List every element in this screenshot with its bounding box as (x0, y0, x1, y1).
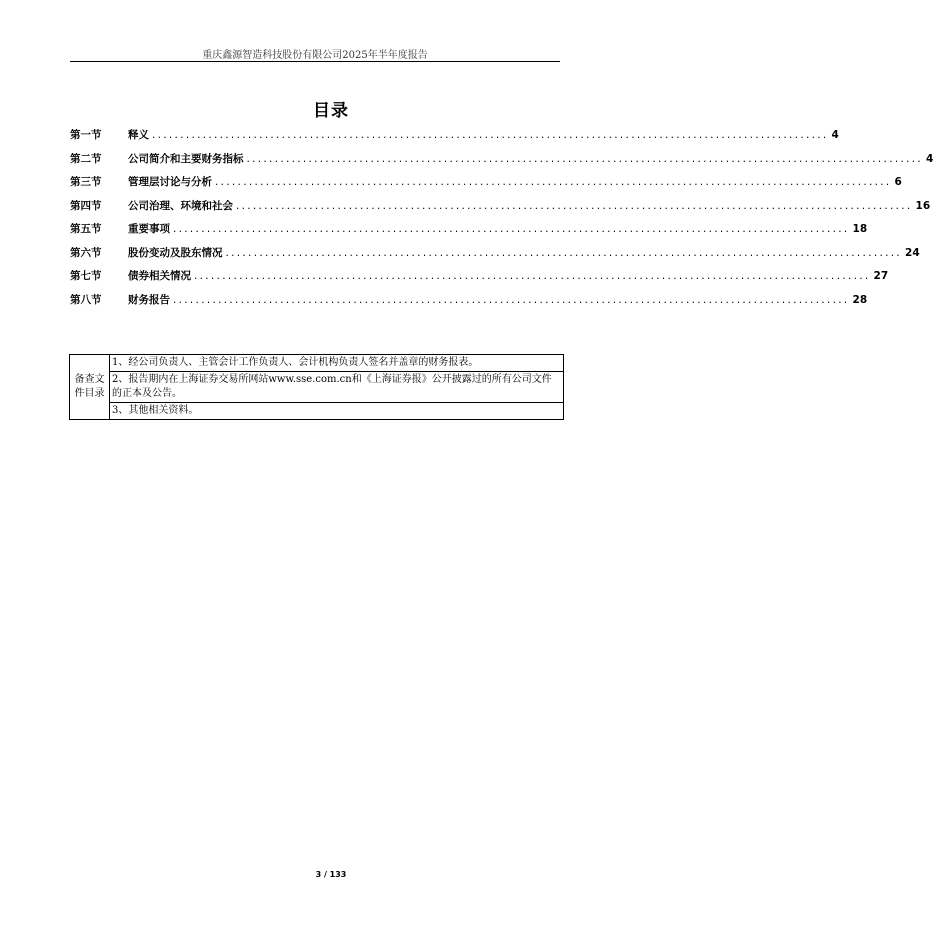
toc-entry[interactable] (70, 151, 933, 175)
toc-leader-dots: ........................................................................................................................ (152, 129, 829, 141)
toc-section-title: 管理层讨论与分析 (128, 176, 212, 188)
page-number: 3 / 133 (315, 870, 347, 879)
toc-leader-dots: ........................................................................................................................ (236, 199, 913, 212)
toc-section-number: 第二节 (70, 152, 102, 165)
toc-page-number: 28 (852, 293, 868, 306)
toc-section-number: 第一节 (70, 129, 102, 141)
reference-document-item: 3、其他相关资料。 (110, 403, 564, 420)
toc-entry[interactable] (70, 292, 868, 316)
table-row (70, 372, 564, 403)
reference-document-item: 1、经公司负责人、主管会计工作负责人、会计机构负责人签名并盖章的财务报表。 (110, 355, 564, 372)
toc-page-number: 18 (852, 223, 868, 235)
toc-leader-dots: ........................................................................................................................ (215, 176, 892, 188)
reference-documents-table (69, 354, 564, 420)
toc-section-number: 第五节 (70, 223, 102, 235)
toc-entry[interactable] (70, 198, 931, 222)
table-row (70, 403, 564, 420)
toc-leader-dots: ........................................................................................................................ (225, 246, 903, 259)
toc-entry[interactable] (70, 245, 920, 269)
toc-page-number: 24 (905, 246, 920, 259)
toc-entry[interactable] (70, 268, 889, 292)
toc-section-number: 第三节 (70, 176, 102, 188)
table-of-contents (70, 127, 933, 315)
toc-section-number: 第七节 (70, 270, 102, 282)
toc-page-number: 27 (873, 270, 889, 282)
reference-document-item: 2、报告期内在上海证券交易所网站www.sse.com.cn和《上海证券报》公开披露过的所有公司文件的正本及公告。 (110, 372, 564, 403)
toc-leader-dots: ........................................................................................................................ (173, 223, 850, 235)
toc-section-title: 释义 (128, 129, 149, 141)
report-header: 重庆鑫源智造科技股份有限公司2025年半年度报告 (202, 50, 428, 61)
toc-entry[interactable] (70, 127, 839, 151)
toc-section-number: 第四节 (70, 199, 102, 212)
toc-leader-dots: ........................................................................................................................ (173, 293, 850, 306)
toc-section-title: 债券相关情况 (128, 270, 191, 282)
toc-leader-dots: ........................................................................................................................ (194, 270, 871, 282)
page-title: 目录 (313, 101, 349, 121)
toc-entry[interactable] (70, 221, 868, 245)
toc-section-title: 公司治理、环境和社会 (128, 199, 233, 212)
header-divider (70, 61, 560, 62)
toc-leader-dots: ........................................................................................................................ (246, 152, 924, 165)
reference-documents-label: 备查文件目录 (70, 355, 110, 420)
toc-page-number: 4 (831, 129, 839, 141)
table-row (70, 355, 564, 372)
toc-section-number: 第八节 (70, 293, 102, 306)
toc-section-title: 重要事项 (128, 223, 170, 235)
toc-section-title: 股份变动及股东情况 (128, 246, 223, 259)
toc-page-number: 16 (915, 199, 931, 212)
toc-section-title: 财务报告 (128, 293, 170, 306)
toc-section-title: 公司简介和主要财务指标 (128, 152, 244, 165)
toc-entry[interactable] (70, 174, 902, 198)
toc-page-number: 4 (926, 152, 933, 165)
toc-section-number: 第六节 (70, 246, 102, 259)
toc-page-number: 6 (894, 176, 902, 188)
